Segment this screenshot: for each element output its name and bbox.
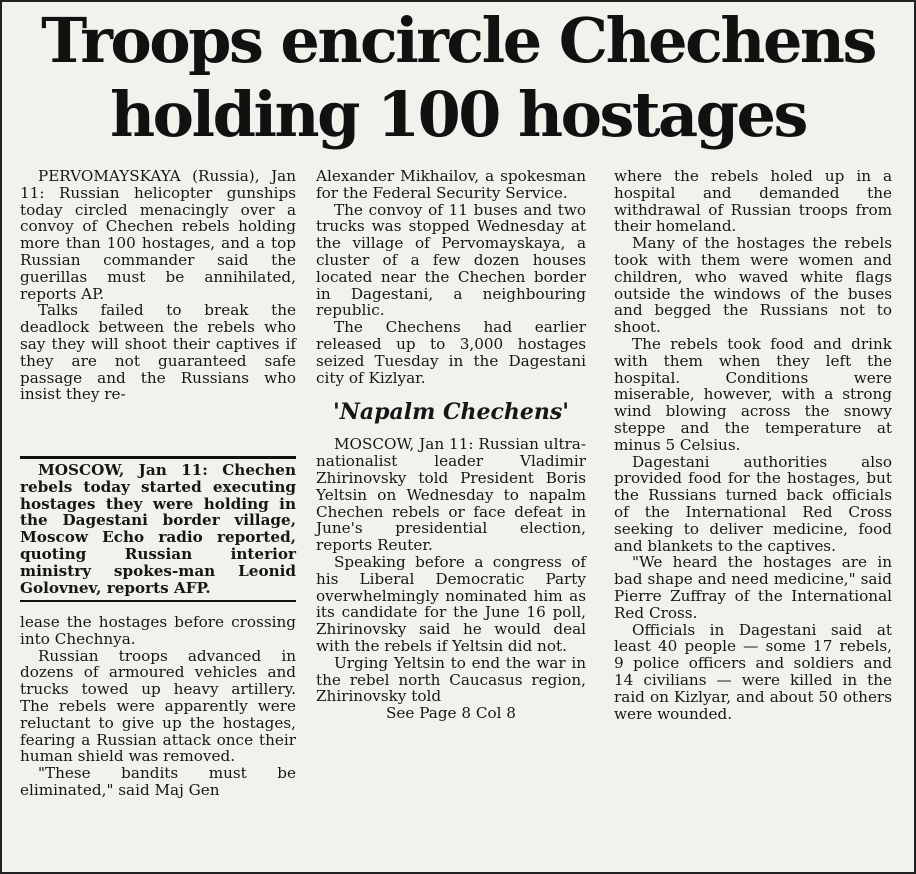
article-paragraph: Many of the hostages the rebels took with them were women and children, who waved white flags outside the windows of the buses and begged the Russians not to shoot.: [614, 234, 892, 337]
subheading: 'Napalm Chechens': [332, 399, 570, 426]
article-column-3: [614, 168, 892, 722]
article-column-1-continued: [20, 614, 296, 799]
continuation-jump-line: See Page 8 Col 8: [386, 704, 516, 723]
article-paragraph: "We heard the hostages are in bad shape and need medicine," said Pierre Zuffray of the International Red Cross.: [614, 553, 892, 622]
article-paragraph: MOSCOW, Jan 11: Russian ultra-nationalist leader Vladimir Zhirinovsky told President Boris Yeltsin on Wednesday to napalm Chechen rebels or face defeat in June's presidential election, reports Reuter.: [316, 435, 586, 555]
article-paragraph: Alexander Mikhailov, a spokesman for the Federal Security Service.: [316, 167, 586, 202]
article-column-2: [316, 168, 586, 722]
breaking-news-text: MOSCOW, Jan 11: Chechen rebels today started executing hostages they were holding in the Dagestani border village, Moscow Echo radio reported, quoting Russian interior ministry spokes-man Leonid Golovnev, reports AFP.: [20, 461, 296, 597]
article-paragraph: Speaking before a congress of his Liberal Democratic Party overwhelmingly nominated him as its candidate for the June 16 poll, Zhirinovsky said he would deal with the rebels if Yeltsin did not.: [316, 552, 586, 655]
headline-line-1: Troops encircle Chechens: [41, 4, 875, 77]
article-paragraph: PERVOMAYSKAYA (Russia), Jan 11: Russian helicopter gunships today circled menacingly over a convoy of Chechen rebels holding more than 100 hostages, and a top Russian commander said the guerillas must be annihilated, reports AP.: [20, 167, 296, 303]
article-paragraph: Dagestani authorities also provided food for the hostages, but the Russians turned back officials of the International Red Cross seeking to deliver medicine, food and blankets to the captives.: [614, 452, 892, 555]
article-paragraph: The rebels took food and drink with them when they left the hospital. Conditions were miserable, however, with a strong wind blowing across the snowy steppe and the temperature at minus 5 Celsius.: [614, 334, 892, 454]
article-paragraph: Talks failed to break the deadlock between the rebels who say they will shoot their captives if they are not guaranteed safe passage and the Russians who insist they re-: [20, 301, 296, 404]
article-paragraph: The Chechens had earlier released up to 3,000 hostages seized Tuesday in the Dagestani city of Kizlyar.: [316, 318, 586, 387]
article-paragraph: Russian troops advanced in dozens of armoured vehicles and trucks towed up heavy artillery. The rebels were apparently were reluctant to give up the hostages, fearing a Russian attack once their human shield was removed.: [20, 646, 296, 766]
article-column-1: [20, 168, 296, 403]
breaking-news-box: [20, 456, 296, 602]
article-paragraph: Officials in Dagestani said at least 40 people — some 17 rebels, 9 police officers and soldiers and 14 civilians — were killed in the raid on Kizlyar, and about 50 others were wounded.: [614, 620, 892, 723]
article-paragraph: Urging Yeltsin to end the war in the rebel north Caucasus region, Zhirinovsky told: [316, 653, 586, 706]
headline-line-2: holding 100 hostages: [110, 78, 806, 151]
article-paragraph: lease the hostages before crossing into Chechnya.: [20, 613, 296, 648]
article-paragraph: where the rebels holed up in a hospital and demanded the withdrawal of Russian troops from their homeland.: [614, 167, 892, 236]
article-paragraph: "These bandits must be eliminated," said Maj Gen: [20, 764, 296, 799]
article-paragraph: The convoy of 11 buses and two trucks was stopped Wednesday at the village of Pervomayskaya, a cluster of a few dozen houses located near the Chechen border in Dagestani, a neighbouring republic.: [316, 200, 586, 320]
